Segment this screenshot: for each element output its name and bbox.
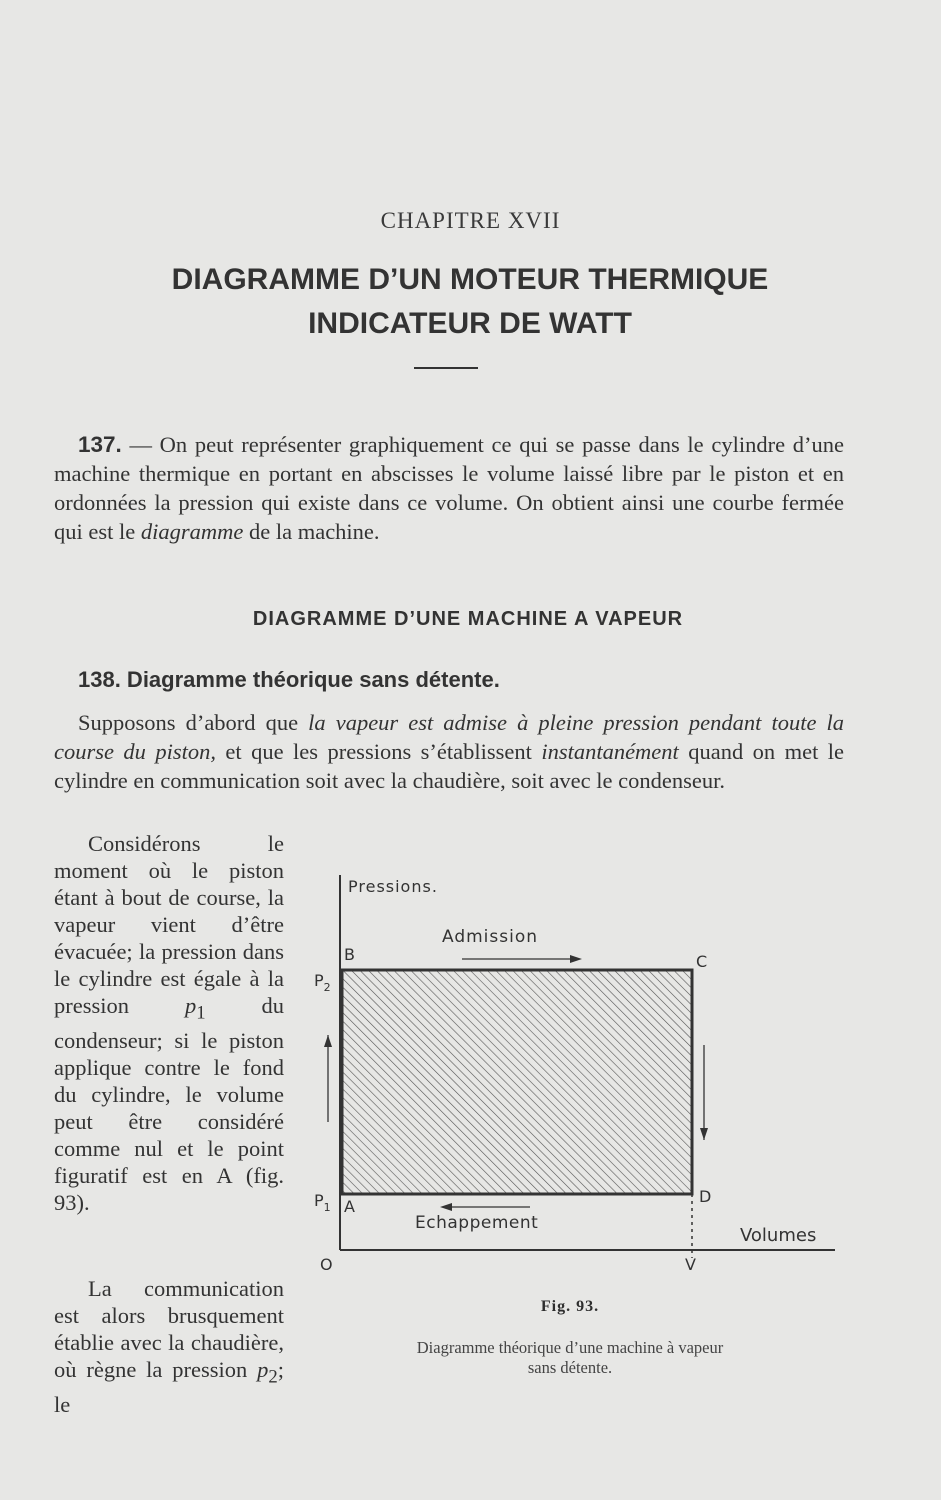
side-paragraph-1 [54,830,284,1216]
x-axis-label: Volumes [740,1225,817,1246]
point-v-label: V [685,1255,696,1274]
p2-label: $P_2$ [314,971,331,994]
chapter-heading: CHAPITRE XVII [380,208,561,233]
side-paragraph-2 [54,1275,284,1418]
caption-line-2: sans détente. [527,1358,613,1377]
symbol-p: p [184,993,197,1018]
paragraph-138 [54,708,844,795]
paragraph-137 [54,430,844,546]
section-title: DIAGRAMME D’UNE MACHINE A VAPEUR [252,608,684,630]
admission-arrowhead [570,955,582,963]
echappement-arrowhead [440,1203,452,1211]
symbol-subscript: 1 [196,1002,206,1024]
point-c-label: C [696,952,708,971]
echappement-label: Echappement [415,1213,539,1233]
title-divider [414,367,478,369]
pressure-down-arrowhead [700,1128,708,1140]
chapter-title-line-1: DIAGRAMME D’UN MOTEUR THERMIQUE [171,263,769,296]
paragraph-text: de la machine. [243,519,380,544]
y-axis-label: Pressions. [348,877,438,896]
figure-caption [330,1338,810,1378]
paragraph-text: La communication est alors brusquement établie avec la chaudière, où règne la pression [54,1276,284,1382]
point-d-label: D [699,1187,712,1206]
admission-label: Admission [442,927,539,947]
paragraph-text: — On peut représenter graphiquement ce qui se passe dans le cylindre d’une machine thermique en portant en abscisses le volume laissé libre par le piston et en ordonnées la pression qui existe dans ce volume. On obtient ainsi une courbe fermée qui est le [54,432,844,544]
paragraph-text: ; le [54,1357,284,1417]
paragraph-text: quand on met le cylindre en communication soit avec la chaudière, soit avec le condenseur. [54,739,844,793]
origin-label: O [320,1255,333,1274]
pressure-up-arrowhead [324,1035,332,1047]
paragraph-number: 137. [78,432,122,457]
emphasis-text: diagramme [140,519,244,544]
subsection-title: 138. Diagramme théorique sans détente. [78,667,500,692]
point-b-label: B [344,945,355,964]
point-a-label: A [344,1197,355,1216]
p1-label: $P_1$ [314,1191,331,1214]
paragraph-text: Considérons le moment où le piston étant à bout de course, la vapeur vient d’être évacuée; la pression dans le cylindre est égale à la pression [54,831,284,1018]
chapter-title [0,258,920,346]
caption-line-1: Diagramme théorique d’une machine à vapeur [416,1338,724,1357]
paragraph-text: du condenseur; si le piston applique contre le fond du cylindre, le volume peut être considéré comme nul et le point figuratif est en A (fig. 93). [54,993,284,1215]
work-area [342,970,692,1194]
paragraph-text: Supposons d’abord que [78,710,309,735]
symbol-p: p [257,1357,269,1382]
chapter-title-line-2: INDICATEUR DE WATT [308,307,632,340]
figure-number: Fig. 93. [540,1298,600,1315]
symbol-subscript: 2 [268,1366,278,1388]
paragraph-text: et que les pressions s’établissent [216,739,542,764]
emphasis-text: instantanément [541,739,679,764]
emphasis-text: la vapeur est admise à pleine pression pendant toute la course du piston, [54,710,845,764]
pressure-volume-diagram [300,860,860,1280]
